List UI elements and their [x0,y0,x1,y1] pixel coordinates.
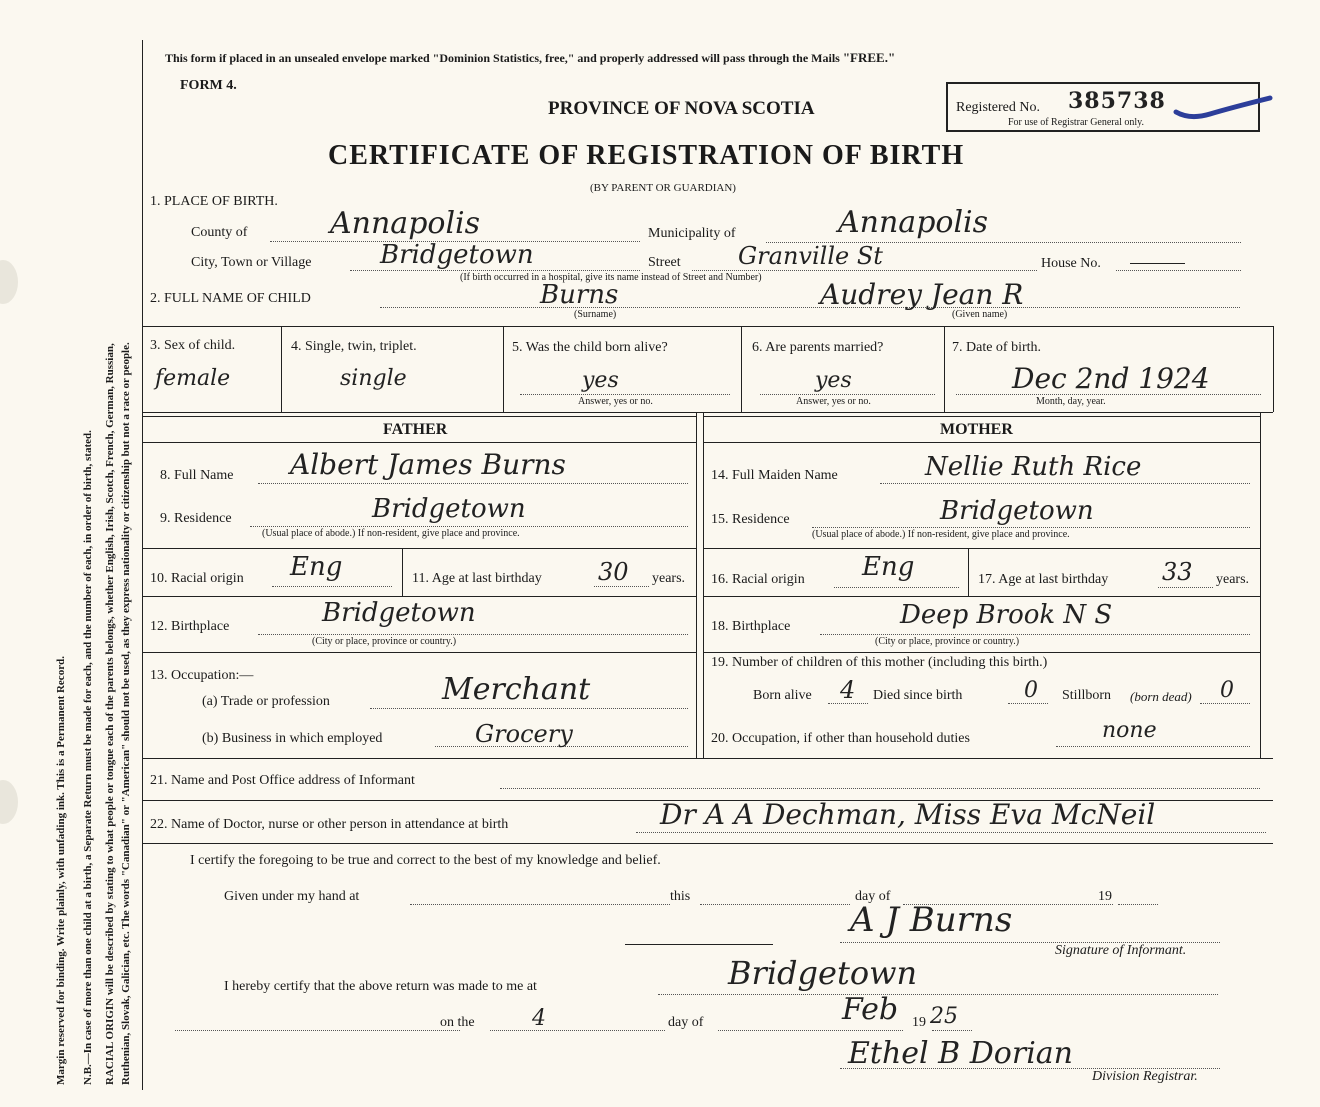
child-surname[interactable]: Burns [540,280,619,310]
died-since-birth-count[interactable]: 0 [1024,678,1038,703]
given-name-caption: (Given name) [952,309,1008,320]
father-heading: FATHER [383,421,448,438]
father-age-label: 11. Age at last birthday [412,571,542,586]
father-residence-label: 9. Residence [160,511,232,526]
registrar-general-note: For use of Registrar General only. [1008,117,1144,128]
binding-hole-top [0,260,18,304]
died-since-birth-label: Died since birth [873,688,963,703]
born-alive-label: 5. Was the child born alive? [512,340,668,355]
day-of-label-2: day of [668,1015,704,1030]
form-number: FORM 4. [180,78,237,93]
certificate-subtitle: (BY PARENT OR GUARDIAN) [590,182,736,194]
father-residence-caption: (Usual place of abode.) If non-resident, give place and province. [262,528,520,539]
surname-caption: (Surname) [574,309,617,320]
mother-occupation-label: 20. Occupation, if other than household duties [711,731,970,746]
county-label: County of [191,225,248,240]
city-label: City, Town or Village [191,255,312,270]
certify-statement: I certify the foregoing to be true and correct to the best of my knowledge and belief. [190,853,661,868]
plurality-label: 4. Single, twin, triplet. [291,339,417,354]
mother-birthplace-label: 18. Birthplace [711,619,791,634]
municipality-value[interactable]: Annapolis [838,205,989,240]
province-heading: PROVINCE OF NOVA SCOTIA [548,98,815,119]
dob-caption: Month, day, year. [1036,396,1106,407]
father-business-label: (b) Business in which employed [202,731,383,746]
parents-married-value[interactable]: yes [815,368,852,393]
informant-signature: A J Burns [850,900,1013,940]
hospital-note: (If birth occurred in a hospital, give its name instead of Street and Number) [460,272,762,283]
return-made-label: I hereby certify that the above return was made to me at [224,979,537,994]
father-birthplace-caption: (City or place, province or country.) [312,636,457,647]
mother-residence-label: 15. Residence [711,512,790,527]
father-residence-value[interactable]: Bridgetown [372,494,526,524]
father-age-value[interactable]: 30 [598,558,629,586]
parents-married-caption: Answer, yes or no. [796,396,871,407]
registered-number: 385738 [1068,88,1166,114]
margin-binding-note: Margin reserved for binding. Write plainly, with unfading ink. This is a Permanent Record. [55,656,67,1085]
street-label: Street [648,255,681,270]
mother-residence-caption: (Usual place of abode.) If non-resident, give place and province. [812,529,1070,540]
born-alive-value[interactable]: yes [582,368,619,393]
mother-years-label: years. [1216,572,1250,587]
city-value[interactable]: Bridgetown [380,240,534,270]
return-year-value[interactable]: 25 [930,1004,958,1029]
certificate-title: CERTIFICATE OF REGISTRATION OF BIRTH [328,140,965,171]
stillborn-caption: (born dead) [1130,689,1192,704]
mother-name-label: 14. Full Maiden Name [711,468,838,483]
on-the-label: on the [440,1015,475,1030]
stillborn-label: Stillborn [1062,688,1112,703]
place-section-label: 1. PLACE OF BIRTH. [150,194,278,209]
mother-race-value[interactable]: Eng [862,552,915,582]
child-given-name[interactable]: Audrey Jean R [820,278,1024,311]
sex-value[interactable]: female [155,366,231,391]
municipality-label: Municipality of [648,226,736,241]
children-count-label: 19. Number of children of this mother (including this birth.) [711,655,1048,670]
father-birthplace-label: 12. Birthplace [150,619,230,634]
mother-birthplace-value[interactable]: Deep Brook N S [900,600,1113,630]
doctor-label: 22. Name of Doctor, nurse or other person in attendance at birth [150,817,509,832]
mother-birthplace-caption: (City or place, province or country.) [875,636,1020,647]
father-name-value[interactable]: Albert James Burns [290,448,566,481]
return-month-value[interactable]: Feb [842,992,899,1027]
mother-heading: MOTHER [940,421,1013,438]
father-race-value[interactable]: Eng [290,552,343,582]
mother-age-label: 17. Age at last birthday [978,572,1109,587]
father-birthplace-value[interactable]: Bridgetown [322,598,476,628]
registered-label: Registered No. [956,100,1040,115]
born-alive-count[interactable]: 4 [840,676,856,704]
born-alive-count-label: Born alive [753,688,812,703]
parents-married-label: 6. Are parents married? [752,340,884,355]
mother-race-label: 16. Racial origin [711,572,805,587]
year-prefix: 19 [1098,889,1112,904]
form-left-rule [142,40,143,1090]
blue-check-mark [1170,90,1290,126]
margin-nb-note: N.B.—In case of more than one child at a birth, a Separate Return must be made for each, and the number of each, in order of birth, stated. [82,430,94,1085]
father-trade-value[interactable]: Merchant [442,672,591,707]
margin-racial-note-2: Ruthenian, Slovak, Galician, etc. The words "Canadian" or "American" should not be used, as they express nationality or citizenship but not a race or people. [120,342,132,1085]
mother-age-value[interactable]: 33 [1162,558,1193,586]
stillborn-count[interactable]: 0 [1220,678,1234,703]
mail-notice: This form if placed in an unsealed envelope marked "Dominion Statistics, free," and properly addressed will pass through the Mails "FREE." [165,50,896,65]
child-name-label: 2. FULL NAME OF CHILD [150,291,311,306]
return-place-value[interactable]: Bridgetown [728,954,918,992]
mother-name-value[interactable]: Nellie Ruth Rice [925,452,1142,482]
division-registrar-label: Division Registrar. [1092,1069,1198,1084]
county-value[interactable]: Annapolis [330,206,481,241]
dob-value[interactable]: Dec 2nd 1924 [1012,362,1210,395]
signature-informant-label: Signature of Informant. [1055,943,1187,958]
given-under-hand-label: Given under my hand at [224,889,360,904]
born-alive-caption: Answer, yes or no. [578,396,653,407]
father-business-value[interactable]: Grocery [475,720,573,748]
mother-occupation-value[interactable]: none [1102,718,1157,743]
margin-racial-note-1: RACIAL ORIGIN will be described by stating to what people or tongue each of the parents belongs, whether English, Irish, Scotch, French, German, Russian, [104,343,116,1085]
father-name-label: 8. Full Name [160,468,234,483]
father-occupation-label: 13. Occupation:— [150,668,254,683]
plurality-value[interactable]: single [340,366,407,391]
mother-residence-value[interactable]: Bridgetown [940,496,1094,526]
day-of-label: day of [855,889,891,904]
registrar-signature: Ethel B Dorian [848,1036,1073,1071]
dob-label: 7. Date of birth. [952,340,1042,355]
year-prefix-2: 19 [912,1015,926,1030]
street-value[interactable]: Granville St [738,242,883,270]
doctor-value[interactable]: Dr A A Dechman, Miss Eva McNeil [660,798,1156,831]
sex-label: 3. Sex of child. [150,338,236,353]
house-number-label: House No. [1041,256,1101,271]
binding-hole-bottom [0,780,18,824]
informant-label: 21. Name and Post Office address of Informant [150,773,415,788]
this-label: this [670,889,691,904]
father-trade-label: (a) Trade or profession [202,694,330,709]
father-race-label: 10. Racial origin [150,571,244,586]
father-years-label: years. [652,571,686,586]
return-day-value[interactable]: 4 [532,1006,546,1031]
